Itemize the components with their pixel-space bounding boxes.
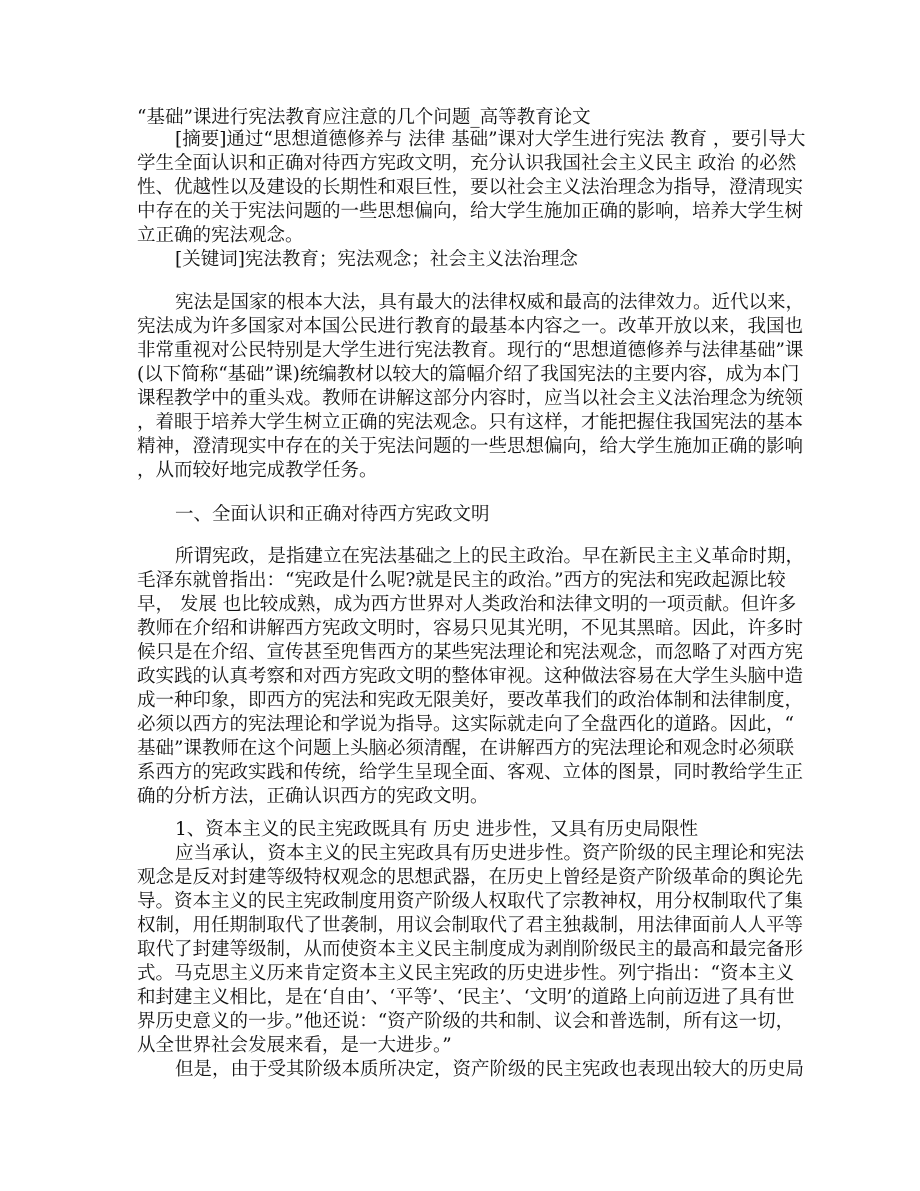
document-title: “基础”课进行宪法教育应注意的几个问题_高等教育论文: [137, 107, 591, 128]
keywords: [关键词]宪法教育；宪法观念；社会主义法治理念: [175, 249, 578, 270]
abstract-line: [摘要]通过“思想道德修养与 法律 基础”课对大学生进行宪法 教育 ，要引导大: [175, 129, 806, 150]
text-line: 取代了封建等级制，从而使资本主义民主制度成为剥削阶级民主的最高和最完备形: [137, 939, 804, 960]
paragraph-intro: [137, 291, 805, 483]
abstract-line: 学生全面认识和正确对待西方宪政文明，充分认识我国社会主义民主 政治 的必然: [137, 153, 797, 174]
text-line: 和封建主义相比，是在‘自由’、‘平等’、‘民主’、‘文明’的道路上向前迈进了具有世: [137, 987, 795, 1008]
abstract-line: 性、优越性以及建设的长期性和艰巨性，要以社会主义法治理念为指导，澄清现实: [137, 177, 804, 198]
text-line: 但是，由于受其阶级本质所决定，资产阶级的民主宪政也表现出较大的历史局: [175, 1059, 805, 1080]
text-line: 必须以西方的宪法理论和学说为指导。这实际就走向了全盘西化的道路。因此，“: [137, 714, 794, 735]
text-line: 毛泽东就曾指出：“宪政是什么呢?就是民主的政治。”西方的宪法和宪政起源比较: [137, 570, 786, 591]
text-line: 非常重视对公民特别是大学生进行宪法教育。现行的“思想道德修养与法律基础”课: [137, 340, 804, 361]
text-line: 界历史意义的一步。”他还说：“资产阶级的共和制、议会和普选制，所有这一切，: [137, 1011, 795, 1032]
text-line: 导。资本主义的民主宪政制度用资产阶级人权取代了宗教神权，用分权制取代了集: [137, 891, 804, 912]
text-line: 政实践的认真考察和对西方宪政文明的整体审视。这种做法容易在大学生头脑中造: [137, 666, 804, 687]
text-line: 早， 发展 也比较成熟，成为西方世界对人类政治和法律文明的一项贡献。但许多: [137, 594, 797, 615]
section-heading-2: [137, 818, 785, 842]
text-line: 从全世界社会发展来看，是一大进步。”: [137, 1035, 452, 1056]
text-line: 应当承认，资本主义的民主宪政具有历史进步性。资产阶级的民主理论和宪法: [175, 843, 805, 864]
text-line: 课程教学中的重头戏。教师在讲解这部分内容时，应当以社会主义法治理念为统领: [137, 388, 804, 409]
heading-text: 1、资本主义的民主宪政既具有 历史 进步性，又具有历史局限性: [175, 819, 699, 840]
text-line: 宪法成为许多国家对本国公民进行教育的最基本内容之一。改革开放以来，我国也: [137, 316, 804, 337]
text-line: 观念是反对封建等级特权观念的思想武器，在历史上曾经是资产阶级革命的舆论先: [137, 867, 804, 888]
text-line: 式。马克思主义历来肯定资本主义民主宪政的历史进步性。列宁指出：“资本主义: [137, 963, 794, 984]
text-line: ，着眼于培养大学生树立正确的宪法观念。只有这样，才能把握住我国宪法的基本: [137, 412, 804, 433]
text-line: 宪法是国家的根本大法，具有最大的法律权威和最高的法律效力。近代以来，: [175, 292, 805, 313]
section-heading-1: [137, 503, 785, 527]
text-line: 确的分析方法，正确认识西方的宪政文明。: [137, 786, 489, 807]
document-title-block: [137, 106, 785, 130]
text-line: ，从而较好地完成教学任务。: [137, 460, 378, 481]
text-line: 所谓宪政，是指建立在宪法基础之上的民主政治。早在新民主主义革命时期，: [175, 546, 805, 567]
text-line: 系西方的宪政实践和传统，给学生呈现全面、客观、立体的图景，同时教给学生正: [137, 762, 804, 783]
paragraph-historical-progress: [137, 842, 805, 1082]
text-line: 基础”课教师在这个问题上头脑必须清醒，在讲解西方的宪法理论和观念时必须联: [137, 738, 794, 759]
heading-text: 一、全面认识和正确对待西方宪政文明: [175, 504, 490, 525]
abstract-line: 立正确的宪法观念。: [137, 225, 304, 246]
abstract: [137, 128, 806, 272]
text-line: 教师在介绍和讲解西方宪政文明时，容易只见其光明，不见其黑暗。因此，许多时: [137, 618, 804, 639]
text-line: 精神，澄清现实中存在的关于宪法问题的一些思想偏向，给大学生施加正确的影响: [137, 436, 804, 457]
text-line: 权制，用任期制取代了世袭制，用议会制取代了君主独裁制，用法律面前人人平等: [137, 915, 804, 936]
text-line: 候只是在介绍、宣传甚至兜售西方的某些宪法理论和宪法观念，而忽略了对西方宪: [137, 642, 804, 663]
abstract-line: 中存在的关于宪法问题的一些思想偏向，给大学生施加正确的影响，培养大学生树: [137, 201, 804, 222]
text-line: (以下简称“基础”课)统编教材以较大的篇幅介绍了我国宪法的主要内容，成为本门: [137, 364, 800, 385]
text-line: 成一种印象，即西方的宪法和宪政无限美好，要改革我们的政治体制和法律制度，: [137, 690, 804, 711]
paragraph-western-constitutionalism: [137, 545, 805, 809]
